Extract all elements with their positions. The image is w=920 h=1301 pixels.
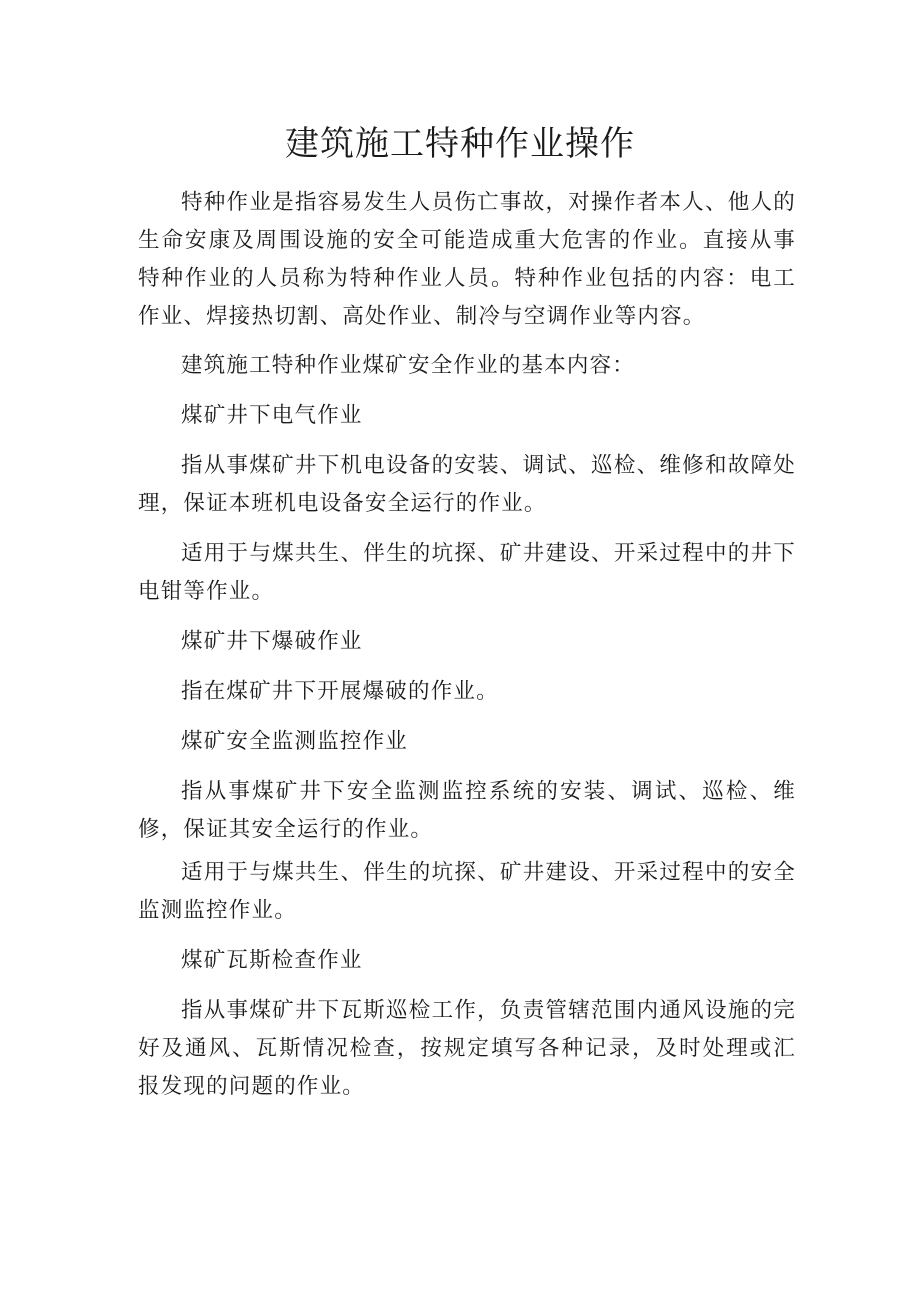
document-body	[138, 184, 796, 1106]
paragraph-electrical-definition: 指从事煤矿井下机电设备的安装、调试、巡检、维修和故障处理，保证本班机电设备安全运行的作业。	[138, 453, 796, 516]
paragraph-electrical-scope: 适用于与煤共生、伴生的坑探、矿井建设、开采过程中的井下电钳等作业。	[138, 541, 796, 604]
page-title: 建筑施工特种作业操作	[285, 124, 635, 164]
paragraph-gas-inspection-definition: 指从事煤矿井下瓦斯巡检工作，负责管辖范围内通风设施的完好及通风、瓦斯情况检查，按规定填写各种记录，及时处理或汇报发现的问题的作业。	[138, 998, 796, 1099]
paragraph-blasting-definition: 指在煤矿井下开展爆破的作业。	[181, 679, 499, 704]
section-heading-electrical: 煤矿井下电气作业	[181, 403, 363, 428]
section-heading-gas-inspection: 煤矿瓦斯检查作业	[181, 948, 363, 973]
paragraph-basic-content: 建筑施工特种作业煤矿安全作业的基本内容：	[181, 353, 636, 378]
paragraph-monitoring-scope: 适用于与煤共生、伴生的坑探、矿井建设、开采过程中的安全监测监控作业。	[138, 860, 796, 923]
paragraph-monitoring-definition: 指从事煤矿井下安全监测监控系统的安装、调试、巡检、维修，保证其安全运行的作业。	[138, 779, 796, 842]
section-heading-monitoring: 煤矿安全监测监控作业	[181, 729, 409, 754]
section-heading-blasting: 煤矿井下爆破作业	[181, 629, 363, 654]
paragraph-intro: 特种作业是指容易发生人员伤亡事故，对操作者本人、他人的生命安康及周围设施的安全可能造成重大危害的作业。直接从事特种作业的人员称为特种作业人员。特种作业包括的内容：电工作业、焊接热切割、高处作业、制冷与空调作业等内容。	[138, 190, 796, 329]
